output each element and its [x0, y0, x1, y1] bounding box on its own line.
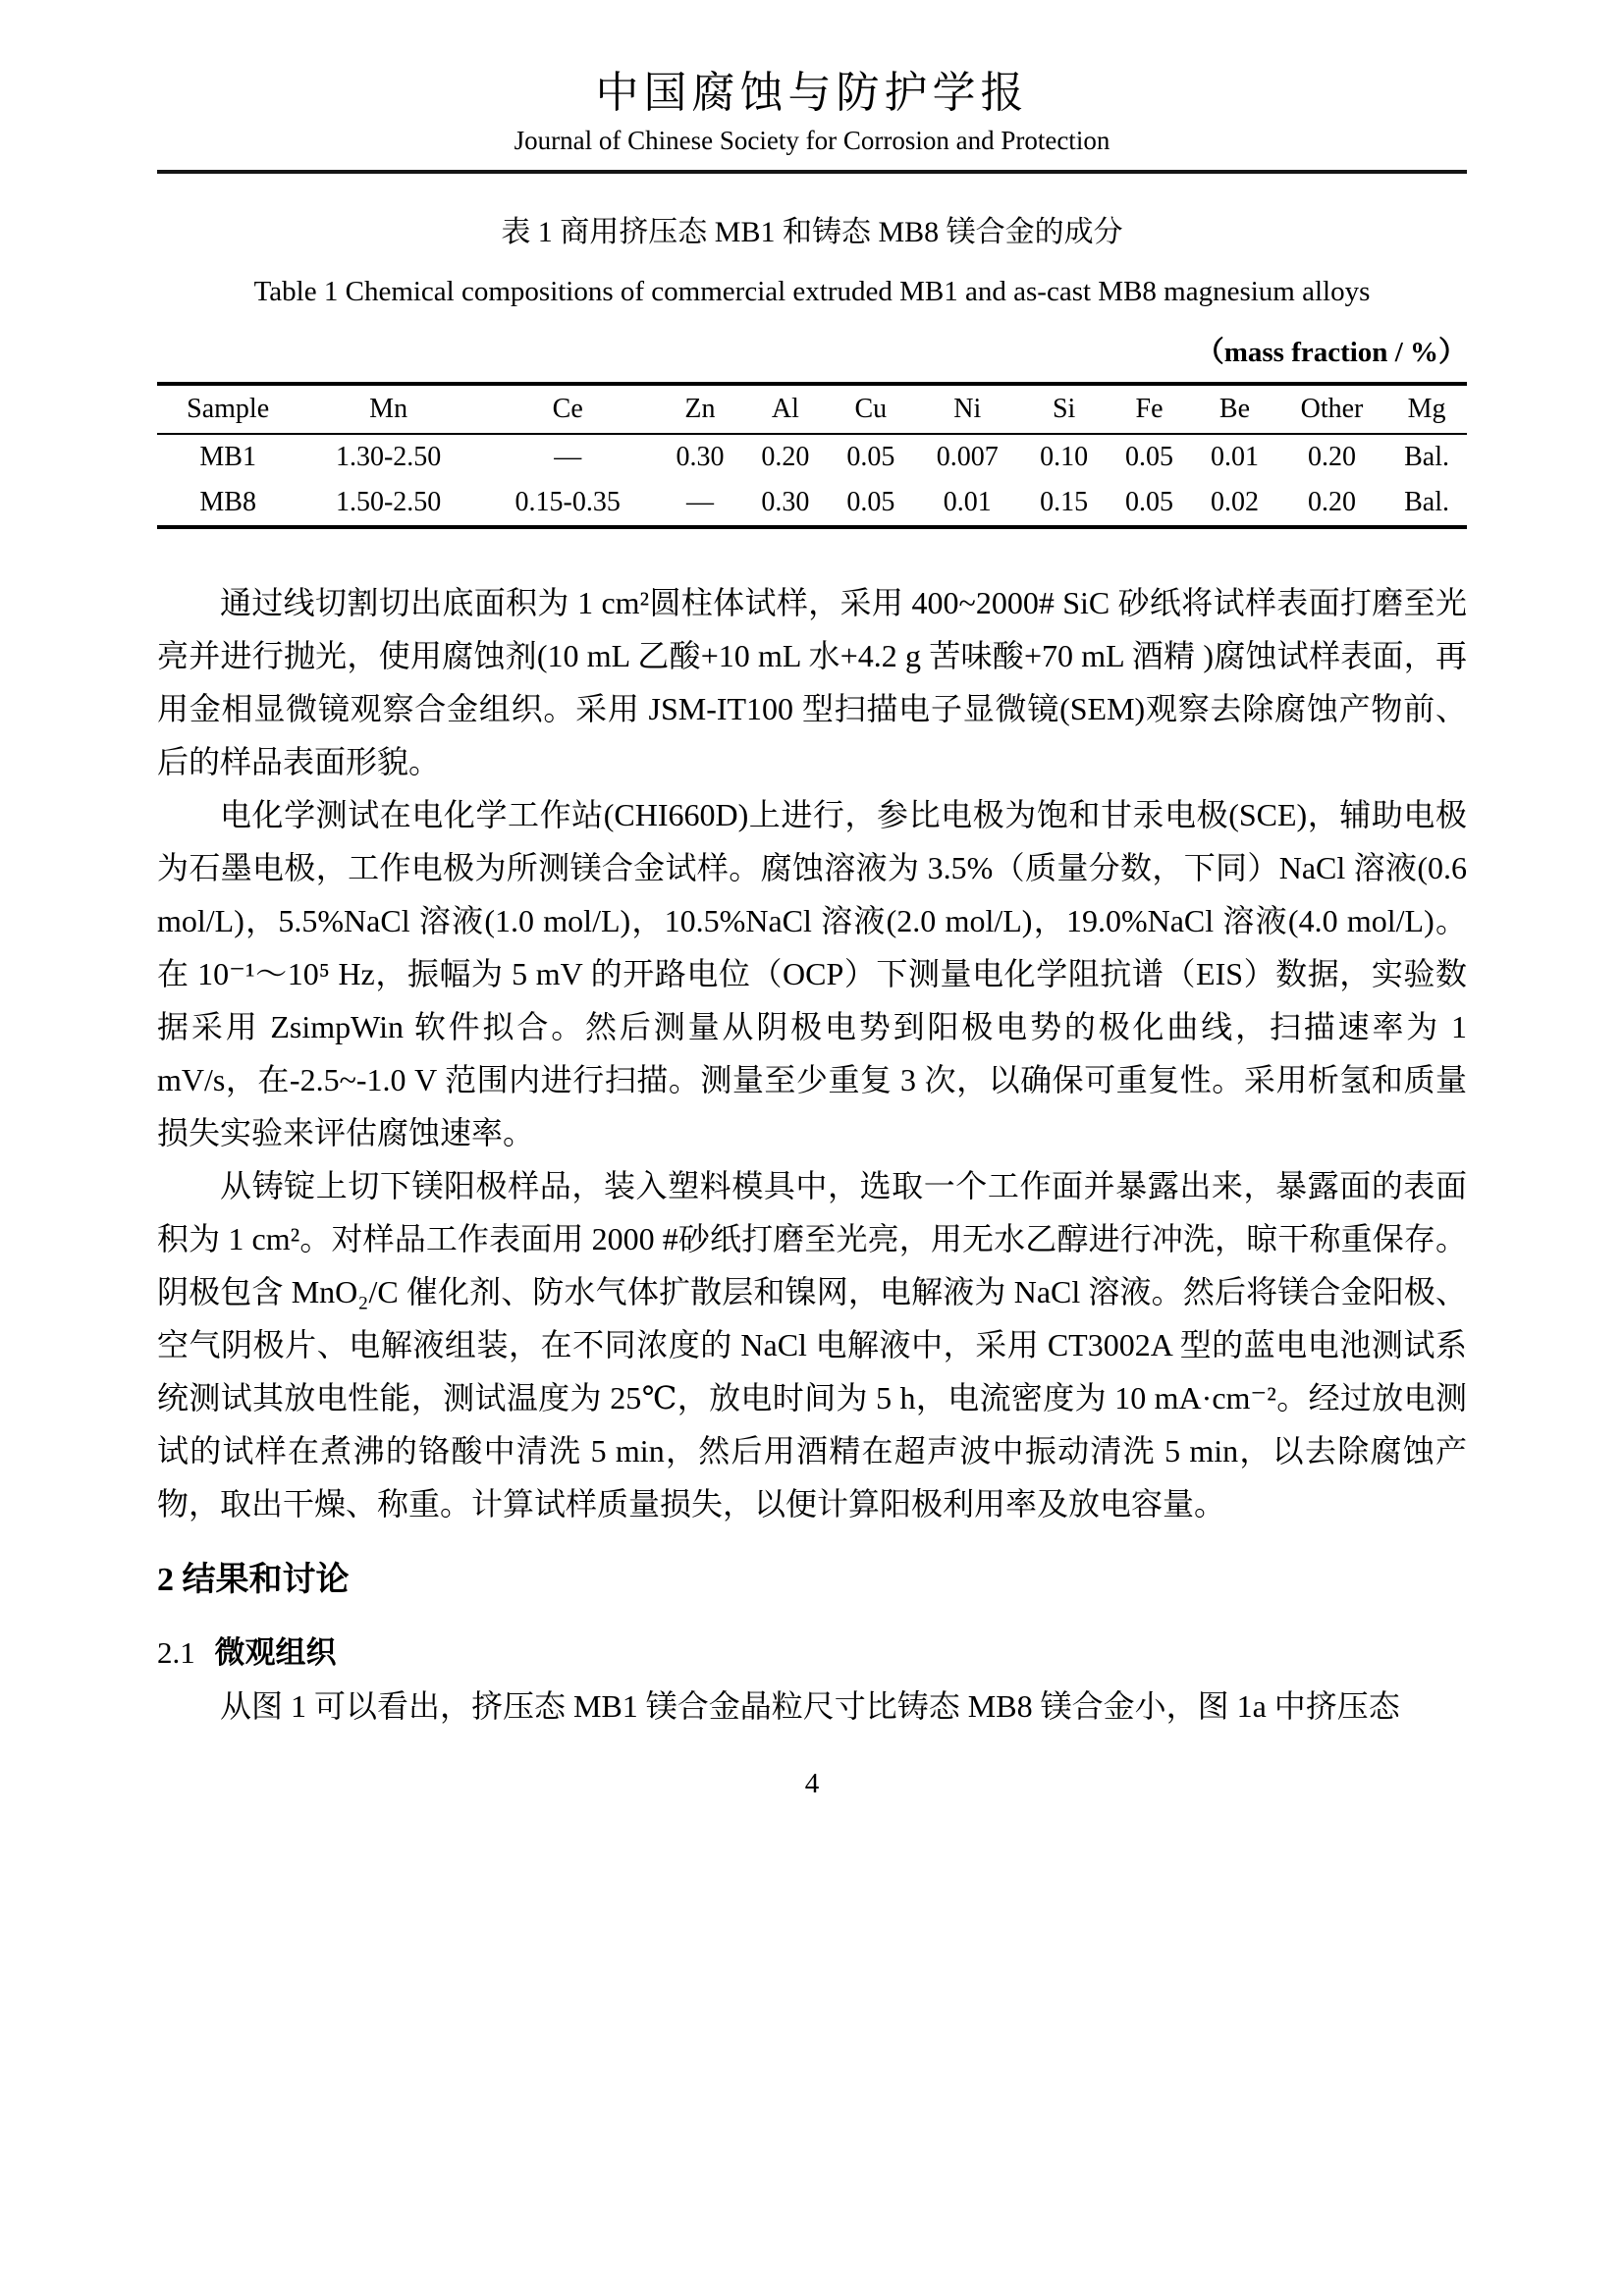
journal-title-en: Journal of Chinese Society for Corrosion and Protection	[514, 125, 1110, 155]
table-cell: 0.20	[1308, 486, 1356, 517]
column-header-fe: Fe	[1107, 384, 1192, 434]
column-header-mg: Mg	[1386, 384, 1467, 434]
composition-table	[157, 382, 1467, 529]
table-cell: 0.15	[1040, 486, 1089, 517]
table-cell: Bal.	[1404, 486, 1449, 517]
page-number: 4	[804, 1767, 820, 1799]
body-text	[157, 576, 1467, 1733]
subsection-title: 微观组织	[214, 1634, 337, 1670]
column-header-ce: Ce	[478, 384, 658, 434]
section-heading-results: 2 结果和讨论	[157, 1561, 350, 1598]
column-header-zn: Zn	[658, 384, 743, 434]
table-header-row	[157, 384, 1467, 434]
column-header-mn: Mn	[298, 384, 478, 434]
table-cell: —	[554, 441, 582, 472]
table-caption-zh: 表 1 商用挤压态 MB1 和铸态 MB8 镁合金的成分	[501, 215, 1123, 248]
paragraph-microstructure: 从图 1 可以看出，挤压态 MB1 镁合金晶粒尺寸比铸态 MB8 镁合金小，图 1a 中挤压态	[220, 1687, 1400, 1724]
page-footer	[157, 1768, 1467, 1800]
column-header-be: Be	[1192, 384, 1277, 434]
paragraph-discharge-tests: 从铸锭上切下镁阳极样品，装入塑料模具中，选取一个工作面并暴露出来，暴露面的表面积为 1 cm²。对样品工作表面用 2000 #砂纸打磨至光亮，用无水乙醇进行冲洗，晾干称重保存。阴极包含 MnO₂/C 催化剂、防水气体扩散层和镍网，电解液为 NaCl 溶液。然后将镁合金阳极、空气阴极片、电解液组装，在不同浓度的 NaCl 电解液中，采用 CT3002A 型的蓝电电池测试系统测试其放电性能，测试温度为 25℃，放电时间为 5 h，电流密度为 10 mA·cm⁻²。经过放电测试的试样在煮沸的铬酸中清洗 5 min，然后用酒精在超声波中振动清洗 5 min，以去除腐蚀产物，取出干燥、称重。计算试样质量损失，以便计算阳极利用率及放电容量。	[157, 1167, 1467, 1522]
table-cell: 1.50-2.50	[335, 486, 442, 517]
table-section	[157, 207, 1467, 529]
table-cell: MB8	[199, 486, 256, 517]
table-cell: 0.30	[676, 441, 725, 472]
table-cell: 0.05	[1125, 441, 1174, 472]
table-cell: 0.02	[1210, 486, 1259, 517]
table-cell: 0.007	[936, 441, 999, 472]
table-cell: 0.01	[1210, 441, 1259, 472]
paragraph-electrochemical-tests: 电化学测试在电化学工作站(CHI660D)上进行，参比电极为饱和甘汞电极(SCE)，辅助电极为石墨电极，工作电极为所测镁合金试样。腐蚀溶液为 3.5%（质量分数，下同）NaCl 溶液(0.6 mol/L)，5.5%NaCl 溶液(1.0 mol/L)，10.5%NaCl 溶液(2.0 mol/L)，19.0%NaCl 溶液(4.0 mol/L)。在 10⁻¹～10⁵ Hz，振幅为 5 mV 的开路电位（OCP）下测量电化学阻抗谱（EIS）数据，实验数据采用 ZsimpWin 软件拟合。然后测量从阴极电势到阳极电势的极化曲线，扫描速率为 1 mV/s，在-2.5~-1.0 V 范围内进行扫描。测量至少重复 3 次，以确保可重复性。采用析氢和质量损失实验来评估腐蚀速率。	[157, 796, 1467, 1150]
table-cell: 0.20	[761, 441, 810, 472]
subsection-heading-microstructure	[157, 1627, 1467, 1680]
column-header-sample: Sample	[157, 384, 298, 434]
mass-fraction-note: （mass fraction / %）	[1195, 336, 1467, 368]
table-cell: Bal.	[1404, 441, 1449, 472]
journal-header	[157, 69, 1467, 174]
column-header-ni: Ni	[913, 384, 1021, 434]
column-header-al: Al	[742, 384, 828, 434]
table-cell: 1.30-2.50	[335, 441, 442, 472]
table-cell: 0.05	[846, 441, 895, 472]
table-cell: MB1	[199, 441, 256, 472]
table-cell: 0.30	[761, 486, 810, 517]
column-header-si: Si	[1021, 384, 1107, 434]
table-cell: 0.20	[1308, 441, 1356, 472]
paragraph-methods-metallography: 通过线切割切出底面积为 1 cm²圆柱体试样，采用 400~2000# SiC 砂纸将试样表面打磨至光亮并进行抛光，使用腐蚀剂(10 mL 乙酸+10 mL 水+4.2 g 苦味酸+70 mL 酒精 )腐蚀试样表面，再用金相显微镜观察合金组织。采用 JSM-IT100 型扫描电子显微镜(SEM)观察去除腐蚀产物前、后的样品表面形貌。	[157, 584, 1467, 779]
table-cell: 0.01	[943, 486, 992, 517]
subsection-number: 2.1	[157, 1634, 195, 1670]
table-cell: 0.05	[846, 486, 895, 517]
table-row-mb8	[157, 480, 1467, 527]
header-rule	[157, 170, 1467, 174]
column-header-cu: Cu	[828, 384, 913, 434]
table-cell: 0.15-0.35	[514, 486, 621, 517]
table-cell: —	[685, 486, 714, 517]
table-row-mb1	[157, 434, 1467, 480]
column-header-other: Other	[1277, 384, 1386, 434]
table-caption-en: Table 1 Chemical compositions of commercial extruded MB1 and as-cast MB8 magnesium alloys	[253, 275, 1371, 307]
table-cell: 0.05	[1125, 486, 1174, 517]
journal-title-zh: 中国腐蚀与防护学报	[595, 69, 1029, 117]
table-cell: 0.10	[1040, 441, 1089, 472]
